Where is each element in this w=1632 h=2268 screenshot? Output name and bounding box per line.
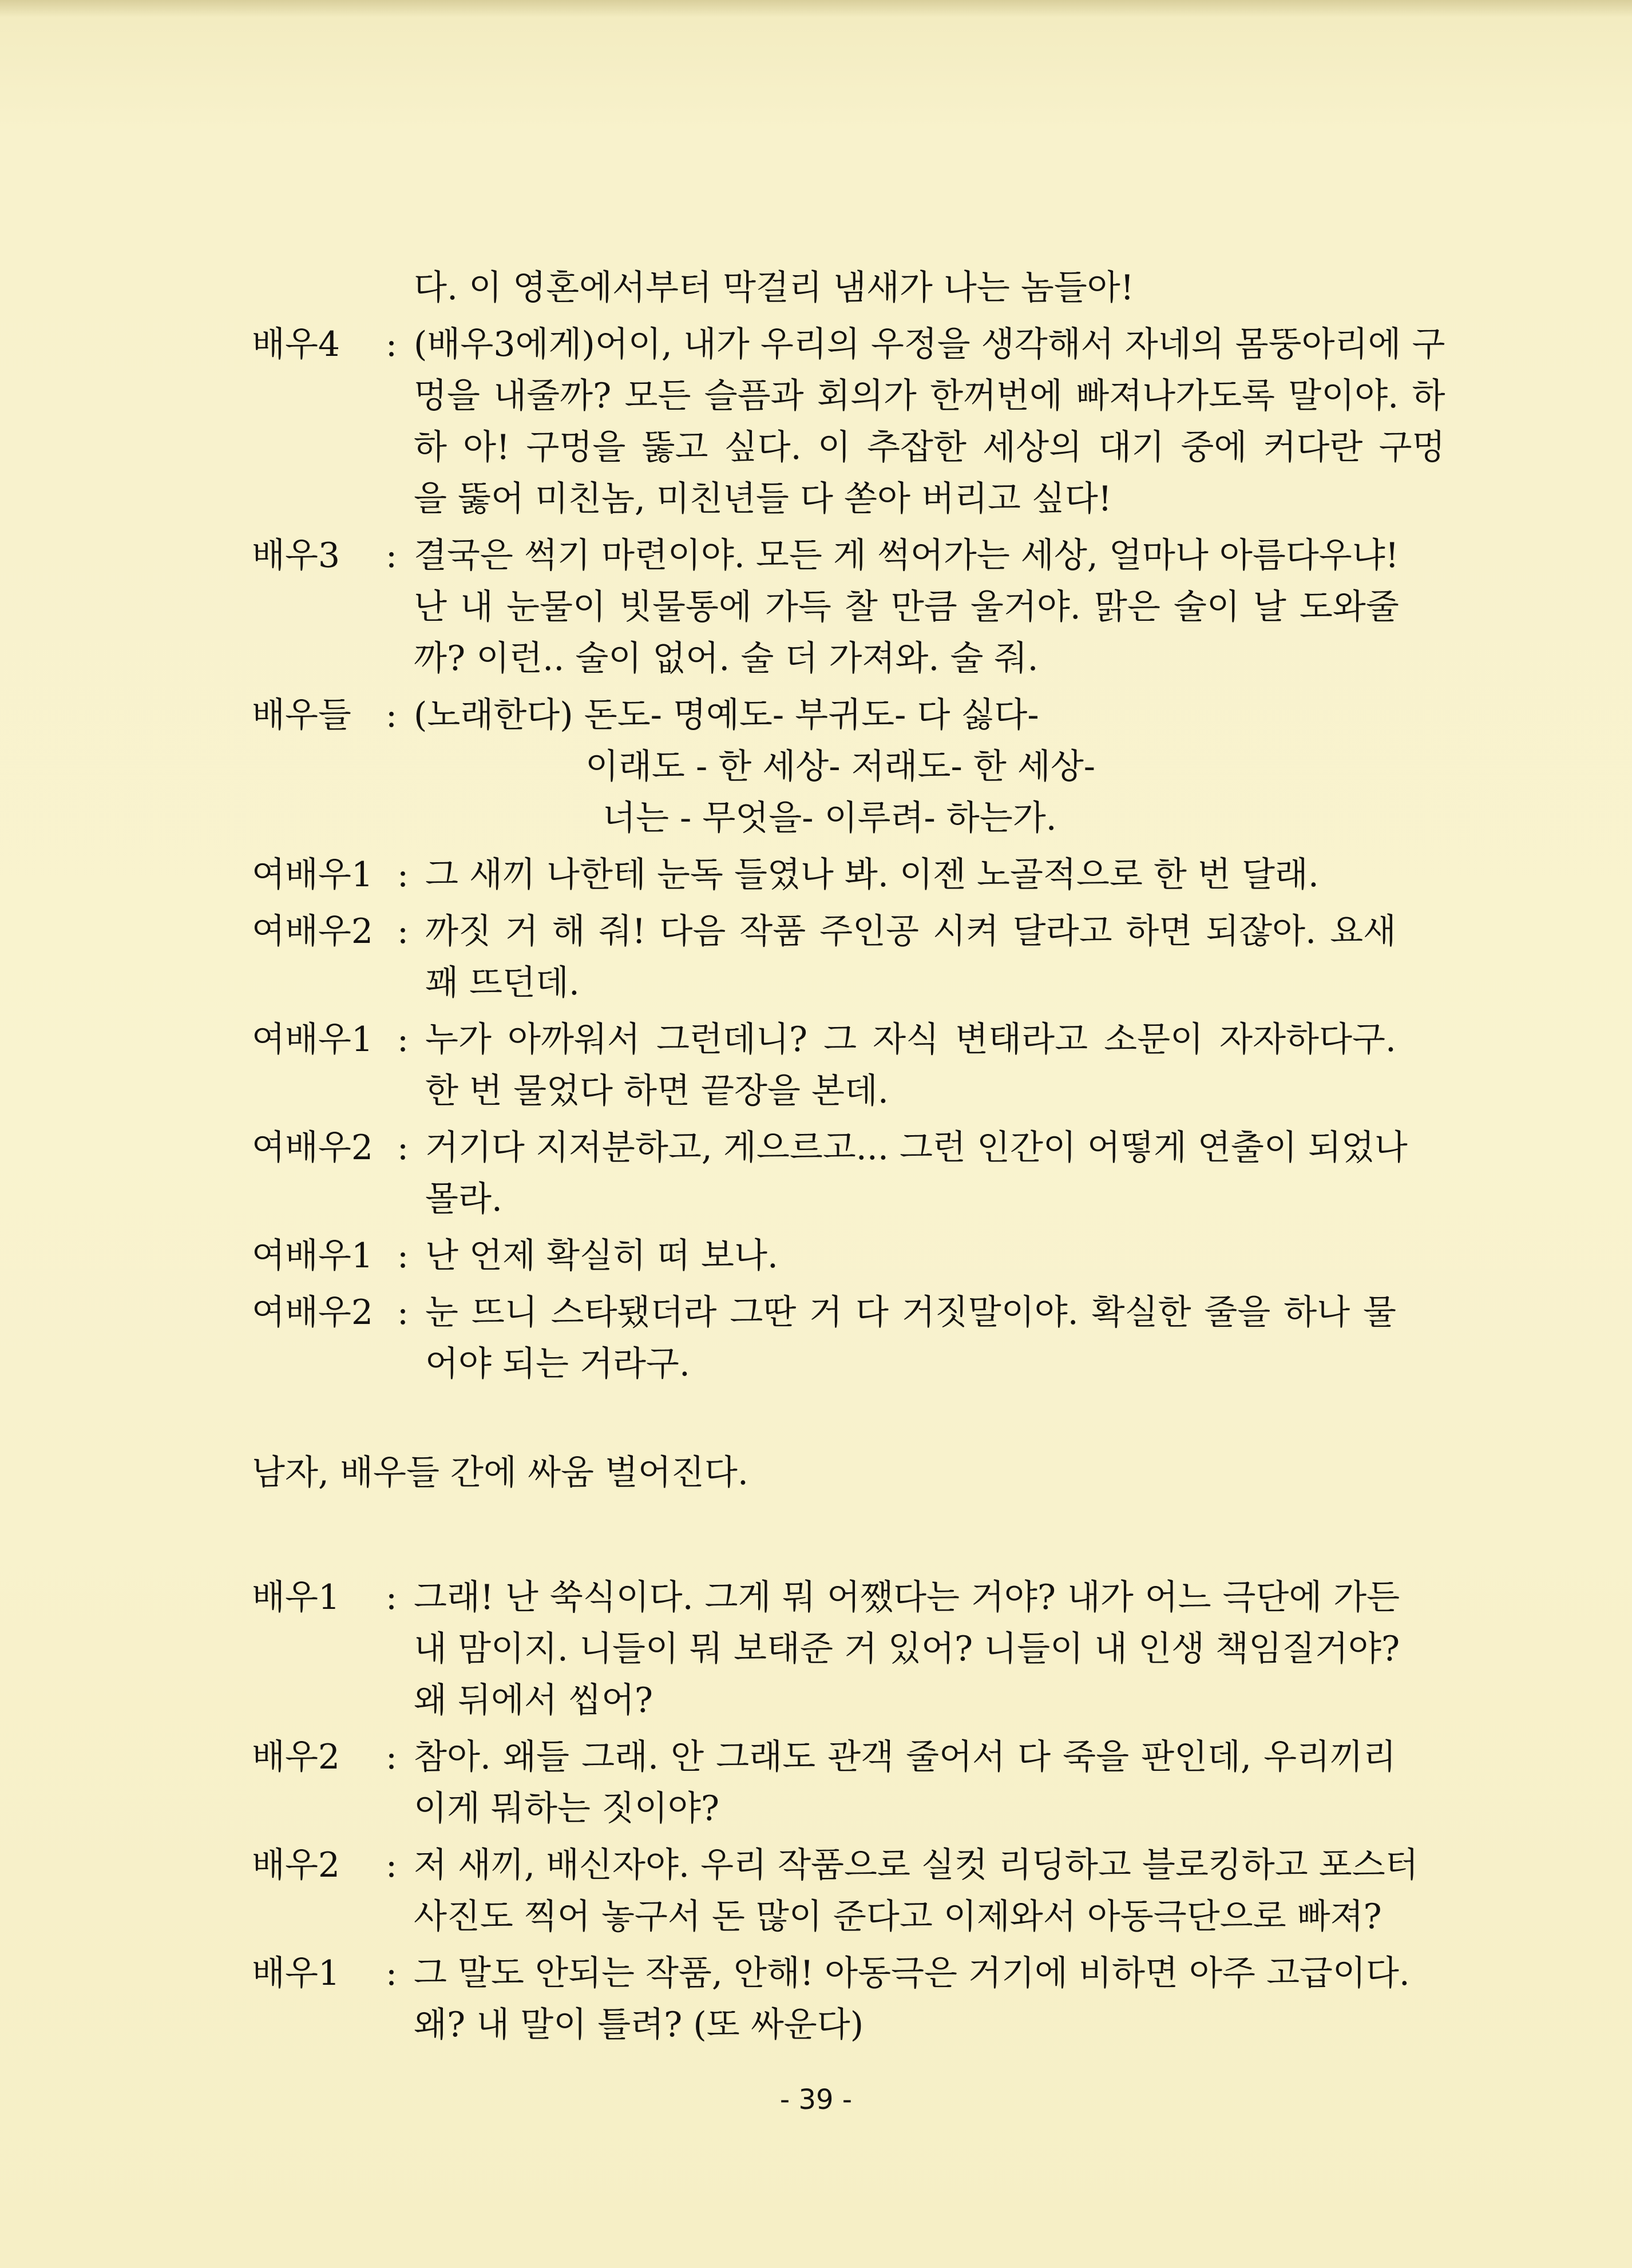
dialogue-continuation bbox=[252, 262, 1396, 314]
speaker-colon: : bbox=[385, 1953, 398, 1993]
dialogue-line: 하 아! 구멍을 뚫고 싶다. 이 추잡한 세상의 대기 중에 커다란 구멍 bbox=[414, 427, 1445, 467]
speaker-name: 배우4 bbox=[252, 324, 340, 364]
script-body bbox=[252, 262, 1445, 2056]
speaker-colon: : bbox=[397, 1020, 409, 1060]
song-line: 너는 - 무엇을- 이루려- 하는가. bbox=[603, 798, 1057, 838]
dialogue-line: 을 뚫어 미친놈, 미친년들 다 쏟아 버리고 싶다! bbox=[414, 479, 1112, 519]
speaker-colon: : bbox=[397, 1128, 409, 1168]
dialogue-line: 눈 뜨니 스타됐더라 그딴 거 다 거짓말이야. 확실한 줄을 하나 물 bbox=[425, 1292, 1396, 1333]
dialogue-line: 그래! 난 쑥식이다. 그게 뭐 어쨌다는 거야? 내가 어느 극단에 가든 bbox=[414, 1577, 1400, 1617]
dialogue-line: 까? 이런.. 술이 없어. 술 더 가져와. 술 줘. bbox=[414, 639, 1039, 679]
dialogue-entry bbox=[252, 530, 1399, 684]
speaker-name: 여배우1 bbox=[252, 1236, 374, 1276]
dialogue-entry bbox=[252, 1287, 1396, 1390]
dialogue-line: 난 언제 확실히 떠 보나. bbox=[425, 1236, 779, 1276]
paper-top-edge bbox=[0, 0, 1632, 17]
dialogue-entry bbox=[252, 849, 1396, 901]
dialogue-line: 다. 이 영혼에서부터 막걸리 냄새가 나는 놈들아! bbox=[414, 268, 1134, 308]
dialogue-line: 저 새끼, 배신자야. 우리 작품으로 실컷 리딩하고 블로킹하고 포스터 bbox=[414, 1845, 1419, 1885]
speaker-name: 여배우2 bbox=[252, 911, 374, 951]
dialogue-entry bbox=[252, 1839, 1419, 1942]
dialogue-entry bbox=[252, 906, 1396, 1009]
dialogue-text bbox=[414, 1572, 1400, 1726]
speaker-name: 여배우2 bbox=[252, 1128, 374, 1168]
speaker-colon: : bbox=[385, 1845, 398, 1885]
song-line: 이래도 - 한 세상- 저래도- 한 세상- bbox=[585, 747, 1096, 787]
dialogue-line: 이게 뭐하는 짓이야? bbox=[414, 1789, 719, 1829]
dialogue-entry bbox=[252, 1230, 1396, 1282]
speaker-name: 배우1 bbox=[252, 1953, 340, 1993]
dialogue-text bbox=[425, 849, 1396, 901]
speaker-name: 배우1 bbox=[252, 1577, 340, 1617]
speaker-name: 배우들 bbox=[252, 695, 351, 735]
dialogue-line: (배우3에게)어이, 내가 우리의 우정을 생각해서 자네의 몸뚱아리에 구 bbox=[414, 324, 1445, 364]
stage-direction: 남자, 배우들 간에 싸움 벌어진다. bbox=[252, 1453, 748, 1493]
page-number: - 39 - bbox=[779, 2084, 853, 2116]
dialogue-line: 왜 뒤에서 씹어? bbox=[414, 1680, 653, 1720]
speaker-name: 여배우1 bbox=[252, 855, 374, 895]
dialogue-line: 사진도 찍어 놓구서 돈 많이 준다고 이제와서 아동극단으로 빠져? bbox=[414, 1897, 1382, 1937]
speaker-name: 배우2 bbox=[252, 1845, 340, 1885]
dialogue-text bbox=[425, 1014, 1396, 1117]
dialogue-line: 몰라. bbox=[425, 1179, 502, 1219]
speaker-colon: : bbox=[397, 1292, 409, 1333]
speaker-name: 여배우2 bbox=[252, 1292, 374, 1333]
dialogue-text bbox=[414, 1731, 1396, 1834]
speaker-colon: : bbox=[385, 324, 398, 364]
dialogue-text bbox=[425, 906, 1396, 1009]
dialogue-text bbox=[414, 1839, 1419, 1942]
dialogue-entry bbox=[252, 1948, 1410, 2051]
dialogue-line: 왜? 내 말이 틀려? (또 싸운다) bbox=[414, 2005, 864, 2045]
dialogue-text bbox=[414, 1948, 1410, 2051]
speaker-colon: : bbox=[385, 536, 398, 576]
dialogue-entry bbox=[252, 1122, 1408, 1225]
speaker-colon: : bbox=[397, 911, 409, 951]
speaker-name: 배우3 bbox=[252, 536, 340, 576]
dialogue-text bbox=[414, 319, 1445, 525]
dialogue-line: 멍을 내줄까? 모든 슬픔과 회의가 한꺼번에 빠져나가도록 말이야. 하 bbox=[414, 376, 1445, 416]
song-line: (노래한다) 돈도- 명예도- 부귀도- 다 싫다- bbox=[414, 695, 1039, 735]
dialogue-line: 그 말도 안되는 작품, 안해! 아동극은 거기에 비하면 아주 고급이다. bbox=[414, 1953, 1410, 1993]
dialogue-line: 내 맘이지. 니들이 뭐 보태준 거 있어? 니들이 내 인생 책임질거야? bbox=[414, 1629, 1400, 1669]
speaker-colon: : bbox=[385, 695, 398, 735]
speaker-name: 배우2 bbox=[252, 1737, 340, 1777]
dialogue-text bbox=[414, 530, 1399, 684]
dialogue-line: 난 내 눈물이 빗물통에 가득 찰 만큼 울거야. 맑은 술이 날 도와줄 bbox=[414, 587, 1399, 627]
dialogue-line: 거기다 지저분하고, 게으르고... 그런 인간이 어떻게 연출이 되었나 bbox=[425, 1128, 1408, 1168]
dialogue-line: 결국은 썩기 마련이야. 모든 게 썩어가는 세상, 얼마나 아름다우냐! bbox=[414, 536, 1399, 576]
speaker-name: 여배우1 bbox=[252, 1020, 374, 1060]
dialogue-line: 누가 아까워서 그런데니? 그 자식 변태라고 소문이 자자하다구. bbox=[425, 1020, 1396, 1060]
song-lyrics bbox=[414, 689, 1396, 844]
dialogue-text bbox=[425, 1287, 1396, 1390]
dialogue-entry bbox=[252, 1014, 1396, 1117]
speaker-colon: : bbox=[385, 1577, 398, 1617]
dialogue-line: 꽤 뜨던데. bbox=[425, 963, 580, 1003]
speaker-colon: : bbox=[397, 1236, 409, 1276]
dialogue-line: 그 새끼 나한테 눈독 들였나 봐. 이젠 노골적으로 한 번 달래. bbox=[425, 855, 1319, 895]
dialogue-entry bbox=[252, 1572, 1400, 1726]
dialogue-text bbox=[425, 1122, 1408, 1225]
dialogue-entry bbox=[252, 689, 1396, 844]
dialogue-text bbox=[425, 1230, 1396, 1282]
dialogue-entry bbox=[252, 319, 1445, 525]
dialogue-line: 어야 되는 거라구. bbox=[425, 1344, 690, 1384]
dialogue-line: 참아. 왜들 그래. 안 그래도 관객 줄어서 다 죽을 판인데, 우리끼리 bbox=[414, 1737, 1396, 1777]
dialogue-line: 까짓 거 해 줘! 다음 작품 주인공 시켜 달라고 하면 되잖아. 요새 bbox=[425, 911, 1396, 951]
speaker-colon: : bbox=[385, 1737, 398, 1777]
dialogue-entry bbox=[252, 1731, 1396, 1834]
speaker-colon: : bbox=[397, 855, 409, 895]
dialogue-line: 한 번 물었다 하면 끝장을 본데. bbox=[425, 1071, 889, 1111]
